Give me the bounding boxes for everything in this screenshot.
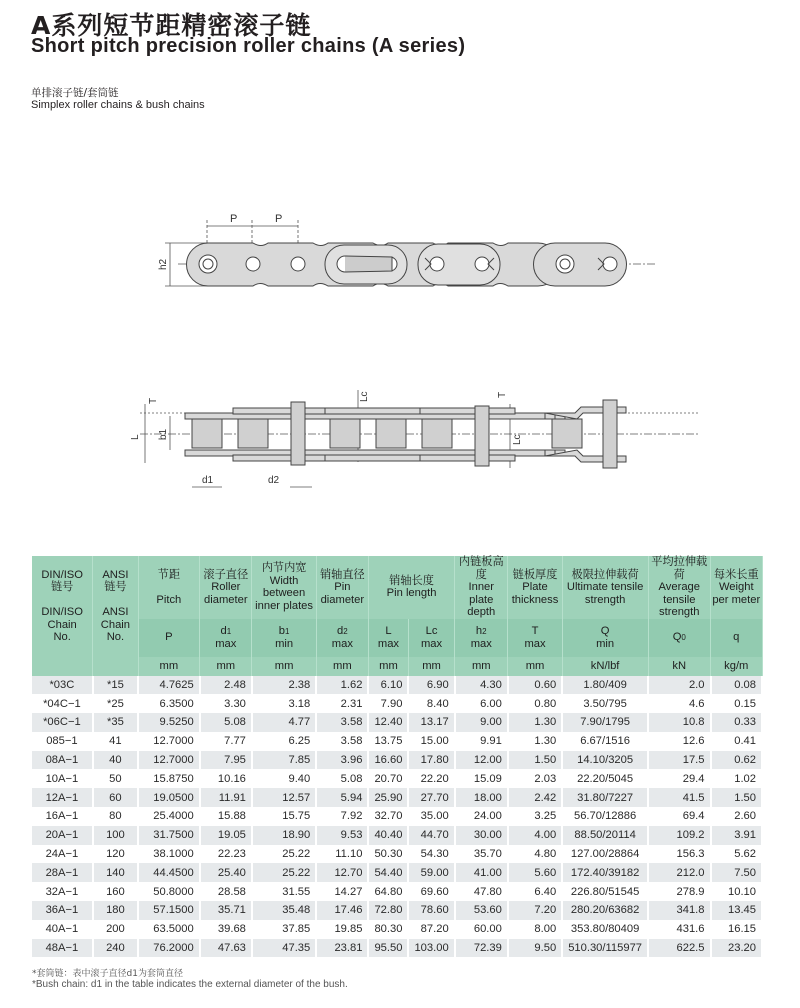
symbol-cell: h2 max bbox=[455, 619, 508, 657]
table-cell: 88.50/20114 bbox=[562, 826, 648, 845]
table-cell: 35.71 bbox=[200, 901, 252, 920]
symbol-cell: L max bbox=[368, 619, 408, 657]
table-cell: 4.00 bbox=[508, 826, 562, 845]
table-cell: 212.0 bbox=[648, 863, 711, 882]
table-cell: *03C bbox=[32, 676, 93, 695]
table-cell: 44.4500 bbox=[138, 863, 200, 882]
table-cell: 172.40/39182 bbox=[562, 863, 648, 882]
table-cell: 0.80 bbox=[508, 694, 562, 713]
page-title-cn: A系列短节距精密滚子链 bbox=[31, 11, 312, 40]
table-cell: 08A−1 bbox=[32, 751, 93, 770]
table-cell: 240 bbox=[93, 939, 138, 958]
table-cell: 12.40 bbox=[368, 713, 408, 732]
table-cell: 18.00 bbox=[455, 788, 508, 807]
table-row bbox=[32, 863, 762, 882]
chain-top-view-drawing bbox=[0, 380, 800, 490]
table-cell: 4.6 bbox=[648, 694, 711, 713]
table-cell: *06C−1 bbox=[32, 713, 93, 732]
table-cell: 15.75 bbox=[252, 807, 316, 826]
table-cell: 72.39 bbox=[455, 939, 508, 958]
table-cell: 6.40 bbox=[508, 882, 562, 901]
table-cell: 3.58 bbox=[316, 713, 368, 732]
header-din: DIN/ISO 链号 DIN/ISO Chain No. bbox=[32, 556, 93, 657]
Lc-label-right: Lc bbox=[512, 434, 523, 445]
L-label: L bbox=[130, 434, 141, 440]
table-cell: 622.5 bbox=[648, 939, 711, 958]
table-cell: 0.62 bbox=[711, 751, 762, 770]
table-cell: 22.20/5045 bbox=[562, 769, 648, 788]
table-cell: 0.15 bbox=[711, 694, 762, 713]
table-row bbox=[32, 939, 762, 958]
table-row bbox=[32, 826, 762, 845]
symbol-cell: Lc max bbox=[408, 619, 454, 657]
table-cell: 6.90 bbox=[408, 676, 454, 695]
table-cell: 1.02 bbox=[711, 769, 762, 788]
unit-cell: mm bbox=[508, 657, 562, 676]
table-cell: 25.22 bbox=[252, 845, 316, 864]
table-cell: 9.91 bbox=[455, 732, 508, 751]
table-cell: 29.4 bbox=[648, 769, 711, 788]
table-cell: 120 bbox=[93, 845, 138, 864]
table-cell: 15.00 bbox=[408, 732, 454, 751]
table-cell: 12.7000 bbox=[138, 732, 200, 751]
table-cell: 64.80 bbox=[368, 882, 408, 901]
table-cell: 28.58 bbox=[200, 882, 252, 901]
table-cell: 31.7500 bbox=[138, 826, 200, 845]
table-cell: 4.80 bbox=[508, 845, 562, 864]
table-cell: 19.05 bbox=[200, 826, 252, 845]
table-cell: 2.60 bbox=[711, 807, 762, 826]
table-cell: 156.3 bbox=[648, 845, 711, 864]
table-row bbox=[32, 901, 762, 920]
unit-cell: mm bbox=[455, 657, 508, 676]
table-row bbox=[32, 845, 762, 864]
table-cell: 109.2 bbox=[648, 826, 711, 845]
b1-label: b1 bbox=[158, 428, 169, 440]
table-cell: 27.70 bbox=[408, 788, 454, 807]
table-cell: *15 bbox=[93, 676, 138, 695]
unit-cell: mm bbox=[408, 657, 454, 676]
header-plate-depth: 内链板高度 Inner plate depth bbox=[455, 556, 508, 619]
table-cell: 12.00 bbox=[455, 751, 508, 770]
table-cell: 16.60 bbox=[368, 751, 408, 770]
table-cell: 5.60 bbox=[508, 863, 562, 882]
table-cell: 54.30 bbox=[408, 845, 454, 864]
table-cell: 1.50 bbox=[711, 788, 762, 807]
table-cell: 78.60 bbox=[408, 901, 454, 920]
table-cell: 60.00 bbox=[455, 920, 508, 939]
table-cell: 5.94 bbox=[316, 788, 368, 807]
table-cell: 47.80 bbox=[455, 882, 508, 901]
table-cell: 7.92 bbox=[316, 807, 368, 826]
table-cell: 37.85 bbox=[252, 920, 316, 939]
table-row bbox=[32, 694, 762, 713]
table-cell: 9.5250 bbox=[138, 713, 200, 732]
table-cell: 44.70 bbox=[408, 826, 454, 845]
table-cell: 41 bbox=[93, 732, 138, 751]
table-cell: 13.75 bbox=[368, 732, 408, 751]
symbol-cell: P bbox=[138, 619, 200, 657]
table-cell: 13.17 bbox=[408, 713, 454, 732]
table-cell: 40A−1 bbox=[32, 920, 93, 939]
unit-cell: mm bbox=[200, 657, 252, 676]
table-cell: 50.30 bbox=[368, 845, 408, 864]
table-cell: 2.38 bbox=[252, 676, 316, 695]
table-cell: 63.5000 bbox=[138, 920, 200, 939]
header-weight: 每米长重 Weight per meter bbox=[711, 556, 762, 619]
table-cell: 87.20 bbox=[408, 920, 454, 939]
table-row bbox=[32, 788, 762, 807]
table-cell: 7.20 bbox=[508, 901, 562, 920]
table-cell: 17.46 bbox=[316, 901, 368, 920]
table-cell: 36A−1 bbox=[32, 901, 93, 920]
table-cell: 80 bbox=[93, 807, 138, 826]
table-cell: 3.96 bbox=[316, 751, 368, 770]
table-cell: 1.80/409 bbox=[562, 676, 648, 695]
table-cell: 5.08 bbox=[316, 769, 368, 788]
table-cell: 10.10 bbox=[711, 882, 762, 901]
table-cell: 180 bbox=[93, 901, 138, 920]
table-cell: 7.85 bbox=[252, 751, 316, 770]
table-row bbox=[32, 732, 762, 751]
table-cell: 48A−1 bbox=[32, 939, 93, 958]
table-cell: 1.30 bbox=[508, 732, 562, 751]
table-cell: *04C−1 bbox=[32, 694, 93, 713]
table-cell: 32A−1 bbox=[32, 882, 93, 901]
symbol-cell: q bbox=[711, 619, 762, 657]
table-cell: 16.15 bbox=[711, 920, 762, 939]
table-cell: 6.25 bbox=[252, 732, 316, 751]
header-average-strength: 平均拉伸载荷 Average tensile strength bbox=[648, 556, 711, 619]
table-cell: 226.80/51545 bbox=[562, 882, 648, 901]
table-cell: 5.08 bbox=[200, 713, 252, 732]
table-cell: 4.7625 bbox=[138, 676, 200, 695]
table-cell: 54.40 bbox=[368, 863, 408, 882]
table-cell: 24.00 bbox=[455, 807, 508, 826]
table-cell: 12.57 bbox=[252, 788, 316, 807]
table-cell: 57.1500 bbox=[138, 901, 200, 920]
d1-label: d1 bbox=[202, 475, 214, 486]
table-cell: 6.00 bbox=[455, 694, 508, 713]
footnote-en: *Bush chain: d1 in the table indicates the external diameter of the bush. bbox=[32, 979, 348, 990]
table-cell: 76.2000 bbox=[138, 939, 200, 958]
table-cell: 6.3500 bbox=[138, 694, 200, 713]
d2-label: d2 bbox=[268, 475, 280, 486]
table-cell: 7.77 bbox=[200, 732, 252, 751]
table-cell: 2.31 bbox=[316, 694, 368, 713]
chain-spec-table bbox=[32, 556, 763, 957]
header-plate-thickness: 链板厚度 Plate thickness bbox=[508, 556, 562, 619]
table-cell: 8.00 bbox=[508, 920, 562, 939]
table-cell: 24A−1 bbox=[32, 845, 93, 864]
table-cell: 60 bbox=[93, 788, 138, 807]
header-pin-length: 销轴长度 Pin length bbox=[368, 556, 454, 619]
table-cell: 15.8750 bbox=[138, 769, 200, 788]
table-row bbox=[32, 713, 762, 732]
table-cell: 3.58 bbox=[316, 732, 368, 751]
table-cell: 2.42 bbox=[508, 788, 562, 807]
header-roller-diameter: 滚子直径 Roller diameter bbox=[200, 556, 252, 619]
table-cell: 47.35 bbox=[252, 939, 316, 958]
table-cell: 25.4000 bbox=[138, 807, 200, 826]
table-cell: 56.70/12886 bbox=[562, 807, 648, 826]
table-cell: 353.80/80409 bbox=[562, 920, 648, 939]
table-cell: 41.5 bbox=[648, 788, 711, 807]
T-label-right: T bbox=[497, 391, 508, 398]
table-cell: 200 bbox=[93, 920, 138, 939]
table-cell: 9.50 bbox=[508, 939, 562, 958]
page-title-en: Short pitch precision roller chains (A series) bbox=[31, 35, 466, 57]
table-cell: 2.48 bbox=[200, 676, 252, 695]
table-cell: 7.50 bbox=[711, 863, 762, 882]
table-cell: 19.85 bbox=[316, 920, 368, 939]
symbol-cell: Q min bbox=[562, 619, 648, 657]
table-cell: 15.09 bbox=[455, 769, 508, 788]
footnote-cn: *套筒链：表中滚子直径d1为套筒直径 bbox=[32, 969, 183, 979]
table-cell: 7.90/1795 bbox=[562, 713, 648, 732]
table-cell: 19.0500 bbox=[138, 788, 200, 807]
unit-cell: mm bbox=[252, 657, 316, 676]
table-cell: 6.67/1516 bbox=[562, 732, 648, 751]
table-cell: 50.8000 bbox=[138, 882, 200, 901]
table-cell: 17.80 bbox=[408, 751, 454, 770]
table-cell: 31.80/7227 bbox=[562, 788, 648, 807]
T-label: T bbox=[148, 397, 159, 404]
table-cell: 69.60 bbox=[408, 882, 454, 901]
table-cell: 35.00 bbox=[408, 807, 454, 826]
table-cell: 10A−1 bbox=[32, 769, 93, 788]
table-cell: 40.40 bbox=[368, 826, 408, 845]
table-cell: 39.68 bbox=[200, 920, 252, 939]
table-cell: 30.00 bbox=[455, 826, 508, 845]
table-cell: 8.40 bbox=[408, 694, 454, 713]
header-ansi: ANSI 链号 ANSI Chain No. bbox=[93, 556, 138, 657]
table-cell: 14.10/3205 bbox=[562, 751, 648, 770]
symbol-cell: d1 max bbox=[200, 619, 252, 657]
table-cell: 23.20 bbox=[711, 939, 762, 958]
table-cell: *25 bbox=[93, 694, 138, 713]
pitch-label: P bbox=[230, 213, 238, 225]
table-cell: 431.6 bbox=[648, 920, 711, 939]
table-cell: 3.30 bbox=[200, 694, 252, 713]
table-cell: 9.00 bbox=[455, 713, 508, 732]
table-row bbox=[32, 751, 762, 770]
symbol-cell: T max bbox=[508, 619, 562, 657]
table-cell: 085−1 bbox=[32, 732, 93, 751]
table-cell: 11.91 bbox=[200, 788, 252, 807]
table-cell: 47.63 bbox=[200, 939, 252, 958]
table-cell: 3.91 bbox=[711, 826, 762, 845]
table-cell: 12.6 bbox=[648, 732, 711, 751]
table-cell: 6.10 bbox=[368, 676, 408, 695]
table-cell: 41.00 bbox=[455, 863, 508, 882]
table-cell: 35.70 bbox=[455, 845, 508, 864]
table-cell: 160 bbox=[93, 882, 138, 901]
table-cell: 341.8 bbox=[648, 901, 711, 920]
table-row bbox=[32, 769, 762, 788]
symbol-cell: d2 max bbox=[316, 619, 368, 657]
table-cell: 0.33 bbox=[711, 713, 762, 732]
table-cell: 23.81 bbox=[316, 939, 368, 958]
Lc-label-top: Lc bbox=[359, 391, 370, 402]
table-cell: 7.95 bbox=[200, 751, 252, 770]
table-cell: 22.20 bbox=[408, 769, 454, 788]
table-cell: 2.0 bbox=[648, 676, 711, 695]
table-cell: 32.70 bbox=[368, 807, 408, 826]
table-cell: 2.03 bbox=[508, 769, 562, 788]
table-cell: 1.30 bbox=[508, 713, 562, 732]
table-cell: 17.5 bbox=[648, 751, 711, 770]
table-cell: 22.23 bbox=[200, 845, 252, 864]
header-inner-width: 内节内宽 Width between inner plates bbox=[252, 556, 316, 619]
unit-cell-empty bbox=[32, 657, 93, 676]
table-row bbox=[32, 920, 762, 939]
table-cell: 31.55 bbox=[252, 882, 316, 901]
table-cell: 12A−1 bbox=[32, 788, 93, 807]
table-cell: 7.90 bbox=[368, 694, 408, 713]
table-cell: 16A−1 bbox=[32, 807, 93, 826]
table-cell: 20.70 bbox=[368, 769, 408, 788]
table-cell: 4.77 bbox=[252, 713, 316, 732]
table-row bbox=[32, 676, 762, 695]
table-cell: 14.27 bbox=[316, 882, 368, 901]
table-cell: 0.41 bbox=[711, 732, 762, 751]
unit-cell: kN/lbf bbox=[562, 657, 648, 676]
table-cell: 3.50/795 bbox=[562, 694, 648, 713]
table-cell: 4.30 bbox=[455, 676, 508, 695]
table-cell: 69.4 bbox=[648, 807, 711, 826]
table-cell: 278.9 bbox=[648, 882, 711, 901]
table-cell: 28A−1 bbox=[32, 863, 93, 882]
table-cell: 25.40 bbox=[200, 863, 252, 882]
unit-cell: mm bbox=[138, 657, 200, 676]
table-cell: 38.1000 bbox=[138, 845, 200, 864]
unit-cell: kg/m bbox=[711, 657, 762, 676]
table-cell: 510.30/115977 bbox=[562, 939, 648, 958]
table-cell: 3.18 bbox=[252, 694, 316, 713]
section-subtitle-en: Simplex roller chains & bush chains bbox=[31, 99, 205, 111]
table-cell: 59.00 bbox=[408, 863, 454, 882]
table-cell: 72.80 bbox=[368, 901, 408, 920]
symbol-cell: b1 min bbox=[252, 619, 316, 657]
table-cell: 103.00 bbox=[408, 939, 454, 958]
table-cell: 25.22 bbox=[252, 863, 316, 882]
section-subtitle-cn: 单排滚子链/套筒链 bbox=[31, 87, 119, 99]
table-cell: 15.88 bbox=[200, 807, 252, 826]
header-pitch: 节距 Pitch bbox=[138, 556, 200, 619]
unit-cell: mm bbox=[316, 657, 368, 676]
table-cell: 12.7000 bbox=[138, 751, 200, 770]
table-cell: 11.10 bbox=[316, 845, 368, 864]
table-cell: *35 bbox=[93, 713, 138, 732]
chain-side-view-drawing bbox=[0, 200, 800, 310]
table-cell: 1.50 bbox=[508, 751, 562, 770]
symbol-cell: Q0 bbox=[648, 619, 711, 657]
table-cell: 1.62 bbox=[316, 676, 368, 695]
unit-cell-empty bbox=[93, 657, 138, 676]
table-cell: 25.90 bbox=[368, 788, 408, 807]
table-cell: 12.70 bbox=[316, 863, 368, 882]
table-cell: 35.48 bbox=[252, 901, 316, 920]
table-row bbox=[32, 807, 762, 826]
header-ultimate-strength: 极限拉伸载荷 Ultimate tensile strength bbox=[562, 556, 648, 619]
table-cell: 18.90 bbox=[252, 826, 316, 845]
table-cell: 280.20/63682 bbox=[562, 901, 648, 920]
h2-label: h2 bbox=[158, 258, 169, 270]
table-cell: 40 bbox=[93, 751, 138, 770]
table-cell: 3.25 bbox=[508, 807, 562, 826]
table-cell: 100 bbox=[93, 826, 138, 845]
table-cell: 20A−1 bbox=[32, 826, 93, 845]
table-cell: 9.40 bbox=[252, 769, 316, 788]
table-cell: 10.8 bbox=[648, 713, 711, 732]
table-cell: 50 bbox=[93, 769, 138, 788]
table-row bbox=[32, 882, 762, 901]
table-cell: 9.53 bbox=[316, 826, 368, 845]
table-cell: 140 bbox=[93, 863, 138, 882]
table-cell: 53.60 bbox=[455, 901, 508, 920]
table-cell: 0.08 bbox=[711, 676, 762, 695]
table-cell: 95.50 bbox=[368, 939, 408, 958]
unit-cell: kN bbox=[648, 657, 711, 676]
table-cell: 13.45 bbox=[711, 901, 762, 920]
table-cell: 5.62 bbox=[711, 845, 762, 864]
pitch-label: P bbox=[275, 213, 283, 225]
table-cell: 80.30 bbox=[368, 920, 408, 939]
table-cell: 10.16 bbox=[200, 769, 252, 788]
table-cell: 127.00/28864 bbox=[562, 845, 648, 864]
unit-cell: mm bbox=[368, 657, 408, 676]
table-cell: 0.60 bbox=[508, 676, 562, 695]
header-pin-diameter: 销轴直径 Pin diameter bbox=[316, 556, 368, 619]
